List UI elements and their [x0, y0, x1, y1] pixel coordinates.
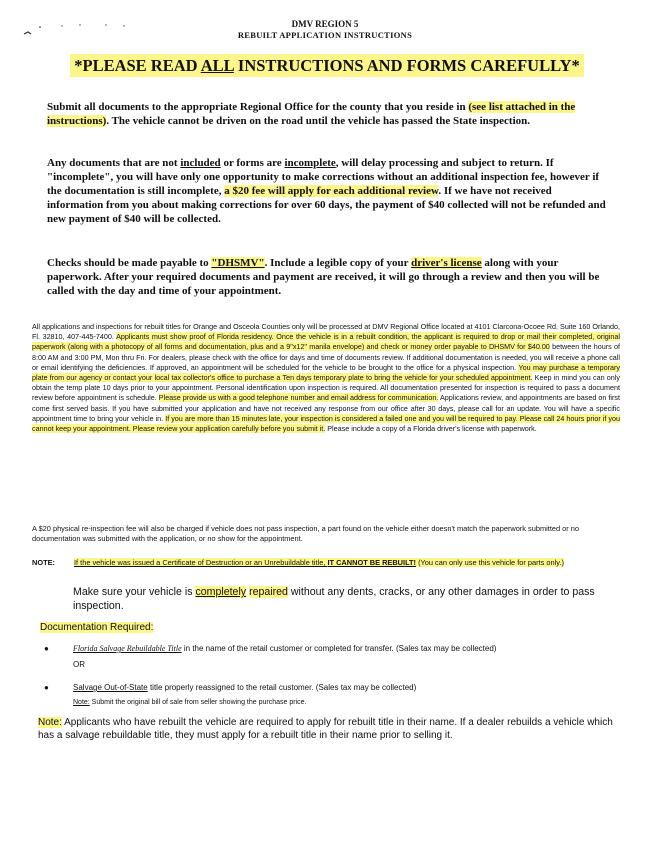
incomplete-documents-paragraph: Any documents that are not included or forms are incomplete, will delay processing and subject to return. If "incomplete", you will have only one opportunity to make corrections without an additional inspection fee, however if the documentation is still incomplete, a $20 fee will apply for each additional review. If we have not received information from you about making corrections for over 60 days, the payment of $40 collected will not be refunded and new payment of $40 will be collected.	[47, 157, 606, 225]
or-separator: OR	[73, 660, 85, 669]
list-item-out-of-state-title: Salvage Out-of-State title properly reassigned to the retail customer. (Sales tax may be collected)	[73, 683, 417, 692]
submission-paragraph: Submit all documents to the appropriate Regional Office for the county that you reside in (see list attached in the instructions). The vehicle cannot be driven on the road until the vehicle has passed the State inspection.	[47, 101, 576, 127]
document-page: DMV REGION 5 REBUILT APPLICATION INSTRUCTIONS *PLEASE READ ALL INSTRUCTIONS AND FORMS CAREFULLY* Submit all documents to the appropriate Regional Office for the county that you reside in (see list attached in the instructions). The vehicle cannot be driven on the road until the vehicle has passed the State inspection. Any documents that are not included or forms are incomplete, will delay processing and subject to return. If "incomplete", you will have only one opportunity to make corrections without an additional inspection fee, however if the documentation is still incomplete, a $20 fee will apply for each additional review. If we have not received information from you about making corrections for over 60 days, the payment of $40 collected will not be refunded and new payment of $40 will be collected. Checks should be made payable to "DHSMV". Include a legible copy of your driver's license along with your paperwork. After your required documents and payment are received, it will go through a review and then you will be called with the day and time of your appointment. All applications and inspections for rebuilt titles for Orange and Osceola Counties only will be processed at DMV Regional Office located at 4101 Clarcona-Ocoee Rd. Suite 160 Orlando, Fl. 32810, 407-445-7400. Applicants must show proof of Florida residency. Once the vehicle is in a rebuilt condition, the applicant is required to drop or mail their completed, original paperwork (along with a photocopy of all forms and documentation, plus and a 9"x12" manila envelope) and check or money order payable to DHSMV for $40.00 between the hours of 8:00 AM and 3:00 PM, Mon thru Fri. For dealers, please check with the office for days and time of documents review. If additional documentation is needed, you will receive a phone call or email identifying the deficiencies. If approved, an appointment will be scheduled for the vehicle to be brought to the office for a physical inspection. You may purchase a temporary plate from our agency or contact your local tax collector's office to purchase a Ten days temporary plate to bring the vehicle for your scheduled appointment. Keep in mind you can only obtain the temp plate 10 days prior to your appointment. Personal identification upon inspection is required. All documentation presented for inspection is required to pass a document review before appointment is schedule. Please provide us with a good telephone number and email address for communication. Applications review, and appointments are based on first come first served basis. If you have submitted your application and have not received any response from our office after 30 days, please call for an update. You will have a specific appointment time to bring your vehicle in. If you are more than 15 minutes late, your inspection is considered a failed one and you will be required to pay. Please call 24 hours prior if you cannot keep your appointment. Please review your application carefully before you submit it. Please include a copy of a Florida driver's license with paperwork. A $20 physical re-inspection fee will also be charged if vehicle does not pass inspection, a part found on the vehicle either doesn't match the paperwork submitted or no documentation was submitted with the application, or no show for the appointment. NOTE: If the vehicle was issued a Certificate of Destruction or an Unrebuildable title, IT CANNOT BE REBUILT! (You can only use this vehicle for parts only.) Make sure your vehicle is completely repaired without any dents, cracks, or any other damages in order to pass inspection. Documentation Required: ● Florida Salvage Rebuildable Title in the name of the retail customer or completed for transfer. (Sales tax may be collected) OR ● Salvage Out-of-State title properly reassigned to the retail customer. (Sales tax may be collected) Note: Submit the original bill of sale from seller showing the purchase price. Note: Applicants who have rebuilt the vehicle are required to apply for rebuilt title in their name. If a dealer rebuilds a vehicle which has a salvage rebuildable title, they must apply for a rebuilt title in their name prior to selling it.	[0, 0, 650, 841]
bullet-icon: ●	[44, 644, 49, 653]
payment-paragraph: Checks should be made payable to "DHSMV". Include a legible copy of your driver's license along with your paperwork. After your required documents and payment are received, it will go through a review and then you will be called with the day and time of your appointment.	[47, 257, 600, 297]
repair-requirement: Make sure your vehicle is completely repaired without any dents, cracks, or any other damages in order to pass inspection.	[73, 586, 595, 612]
orlando-office-paragraph: All applications and inspections for rebuilt titles for Orange and Osceola Counties only will be processed at DMV Regional Office located at 4101 Clarcona-Ocoee Rd. Suite 160 Orlando, Fl. 32810, 407-445-7400. Applicants must show proof of Florida residency. Once the vehicle is in a rebuilt condition, the applicant is required to drop or mail their completed, original paperwork (along with a photocopy of all forms and documentation, plus and a 9"x12" manila envelope) and check or money order payable to DHSMV for $40.00 between the hours of 8:00 AM and 3:00 PM, Mon thru Fri. For dealers, please check with the office for days and time of documents review. If additional documentation is needed, you will receive a phone call or email identifying the deficiencies. If approved, an appointment will be scheduled for the vehicle to be brought to the office for a physical inspection. You may purchase a temporary plate from our agency or contact your local tax collector's office to purchase a Ten days temporary plate to bring the vehicle for your scheduled appointment. Keep in mind you can only obtain the temp plate 10 days prior to your appointment. Personal identification upon inspection is required. All documentation presented for inspection is required to pass a document review before appointment is schedule. Please provide us with a good telephone number and email address for communication. Applications review, and appointments are based on first come first served basis. If you have submitted your application and have not received any response from our office after 30 days, please call for an update. You will have a specific appointment time to bring your vehicle in. If you are more than 15 minutes late, your inspection is considered a failed one and you will be required to pay. Please call 24 hours prior if you cannot keep your appointment. Please review your application carefully before you submit it. Please include a copy of a Florida driver's license with paperwork.	[32, 322, 620, 434]
dealer-rebuild-note: Note: Applicants who have rebuilt the vehicle are required to apply for rebuilt title in their name. If a dealer rebuilds a vehicle which has a salvage rebuildable title, they must apply for a rebuilt title in their name prior to selling it.	[38, 717, 613, 741]
bill-of-sale-note: Note: Submit the original bill of sale from seller showing the purchase price.	[73, 699, 307, 706]
bullet-icon: ●	[44, 683, 49, 692]
documentation-required-heading: Documentation Required:	[40, 622, 154, 633]
page-title: *PLEASE READ ALL INSTRUCTIONS AND FORMS CAREFULLY*	[22, 56, 632, 76]
reinspection-fee-paragraph: A $20 physical re-inspection fee will also be charged if vehicle does not pass inspection, a part found on the vehicle either doesn't match the paperwork submitted or no documentation was submitted with the application, or no show for the appointment.	[32, 524, 579, 543]
region-heading: DMV REGION 5	[291, 19, 359, 29]
list-item-salvage-title: Florida Salvage Rebuildable Title in the name of the retail customer or completed for transfer. (Sales tax may be collected)	[73, 644, 497, 653]
instructions-heading: REBUILT APPLICATION INSTRUCTIONS	[237, 30, 413, 40]
note-label: NOTE:	[32, 558, 55, 567]
